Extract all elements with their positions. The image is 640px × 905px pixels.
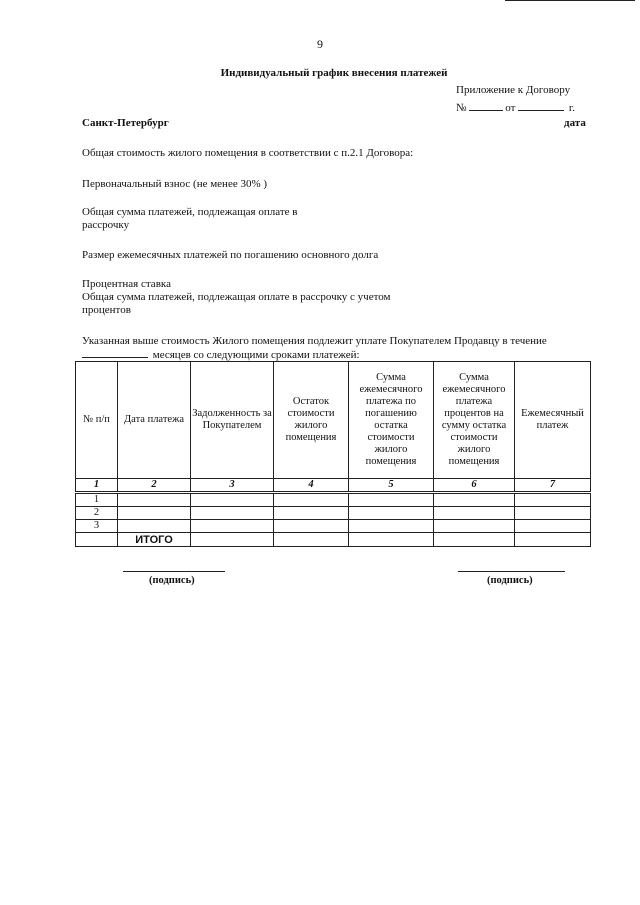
column-number: 1	[76, 479, 118, 493]
monthly-size-line: Размер ежемесячных платежей по погашению основного долга	[82, 249, 379, 261]
number-prefix: №	[456, 102, 467, 114]
date-blank	[518, 101, 564, 111]
installment-total-line: Общая сумма платежей, подлежащая оплате в рассрочку	[82, 206, 298, 231]
signature-label-right: (подпись)	[487, 575, 533, 586]
header-debt: Задолженность за Покупателем	[191, 362, 274, 479]
table-cell[interactable]	[118, 520, 191, 533]
header-monthly-payment: Ежемесячный платеж	[515, 362, 591, 479]
table-cell[interactable]	[515, 507, 591, 520]
table-cell[interactable]	[349, 520, 434, 533]
table-cell[interactable]	[191, 533, 274, 547]
installment-total-with-interest-line: Общая сумма платежей, подлежащая оплате в рассрочку с учетом процентов	[82, 291, 391, 316]
table-cell[interactable]	[274, 507, 349, 520]
city: Санкт-Петербург	[82, 117, 169, 129]
table-cell	[76, 533, 118, 547]
number-suffix: г.	[568, 102, 575, 114]
table-cell[interactable]	[191, 507, 274, 520]
table-cell[interactable]	[515, 520, 591, 533]
column-number: 4	[274, 479, 349, 493]
header-monthly-principal: Сумма ежемесячного платежа по погашению остатка стоимости жилого помещения	[349, 362, 434, 479]
signature-line-left	[123, 571, 225, 572]
total-row	[76, 533, 591, 547]
page-number: 9	[317, 37, 323, 51]
table-cell[interactable]	[274, 493, 349, 507]
table-cell[interactable]	[349, 493, 434, 507]
header-index: № п/п	[76, 362, 118, 479]
row-index: 3	[76, 520, 118, 533]
column-number: 5	[349, 479, 434, 493]
payment-terms-text: месяцев со следующими сроками платежей:	[152, 349, 360, 361]
column-number-row	[76, 479, 591, 493]
table-cell[interactable]	[515, 493, 591, 507]
top-rule	[505, 0, 635, 1]
row-index: 2	[76, 507, 118, 520]
initial-payment-line: Первоначальный взнос (не менее 30% )	[82, 178, 268, 190]
appendix-label: Приложение к Договору	[456, 84, 571, 96]
payment-schedule-table	[75, 361, 591, 547]
payment-terms-line-1: Указанная выше стоимость Жилого помещения подлежит уплате Покупателем Продавцу в течение	[82, 335, 547, 347]
table-cell[interactable]	[349, 507, 434, 520]
table-row	[76, 520, 591, 533]
interest-rate-line: Процентная ставка	[82, 278, 171, 290]
payment-terms-line-2	[82, 348, 360, 362]
signature-label-left: (подпись)	[149, 575, 195, 586]
header-remaining-cost: Остаток стоимости жилого помещения	[274, 362, 349, 479]
table-cell[interactable]	[434, 520, 515, 533]
table-row	[76, 493, 591, 507]
number-blank	[469, 101, 503, 111]
table-header-row	[76, 362, 591, 479]
column-number: 7	[515, 479, 591, 493]
table-cell[interactable]	[434, 493, 515, 507]
number-mid: от	[505, 102, 516, 114]
table-cell[interactable]	[515, 533, 591, 547]
total-cost-line: Общая стоимость жилого помещения в соответствии с п.2.1 Договора:	[82, 147, 414, 159]
months-blank	[82, 348, 148, 358]
table-cell[interactable]	[274, 520, 349, 533]
date-label: дата	[564, 117, 586, 129]
column-number: 3	[191, 479, 274, 493]
table-cell[interactable]	[349, 533, 434, 547]
table-cell[interactable]	[434, 533, 515, 547]
total-label: ИТОГО	[118, 533, 191, 547]
table-row	[76, 507, 591, 520]
table-cell[interactable]	[274, 533, 349, 547]
contract-number-line	[456, 101, 575, 114]
table-cell[interactable]	[118, 493, 191, 507]
column-number: 2	[118, 479, 191, 493]
header-payment-date: Дата платежа	[118, 362, 191, 479]
signature-line-right	[458, 571, 565, 572]
header-monthly-interest: Сумма ежемесячного платежа процентов на сумму остатка стоимости жилого помещения	[434, 362, 515, 479]
table-cell[interactable]	[191, 520, 274, 533]
table-cell[interactable]	[118, 507, 191, 520]
table-cell[interactable]	[434, 507, 515, 520]
row-index: 1	[76, 493, 118, 507]
column-number: 6	[434, 479, 515, 493]
table-cell[interactable]	[191, 493, 274, 507]
document-title: Индивидуальный график внесения платежей	[220, 67, 448, 79]
